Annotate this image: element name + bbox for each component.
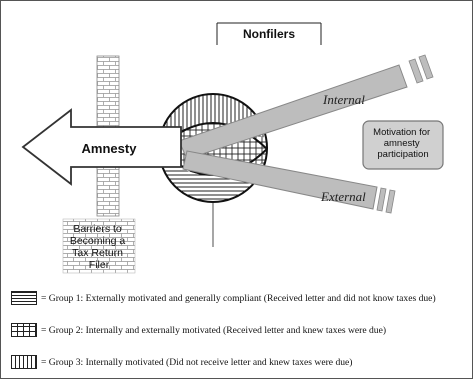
group3-swatch (11, 355, 37, 369)
group1-swatch (11, 291, 37, 305)
external-label: External (321, 189, 366, 204)
nonfiler-diagram (1, 1, 472, 301)
legend-group2 (11, 322, 386, 338)
legend-group1 (11, 290, 436, 306)
barrier-label: Barriers to Becoming a Tax Return Filer (69, 223, 126, 271)
nonfilers-title: Nonfilers (242, 27, 296, 41)
group2-swatch (11, 323, 37, 337)
motivation-label: Motivation for amnesty participation (373, 127, 431, 160)
amnesty-label: Amnesty (81, 141, 137, 156)
group1-label: = Group 1: Externally motivated and generally compliant (Received letter and did not know taxes due) (41, 292, 436, 304)
group2-label: = Group 2: Internally and externally motivated (Received letter and knew taxes were due) (41, 324, 387, 336)
internal-label: Internal (323, 92, 365, 107)
group3-label: = Group 3: Internally motivated (Did not receive letter and knew taxes were due) (41, 356, 353, 368)
nonfilers-header (217, 23, 321, 45)
legend-group3 (11, 354, 353, 370)
